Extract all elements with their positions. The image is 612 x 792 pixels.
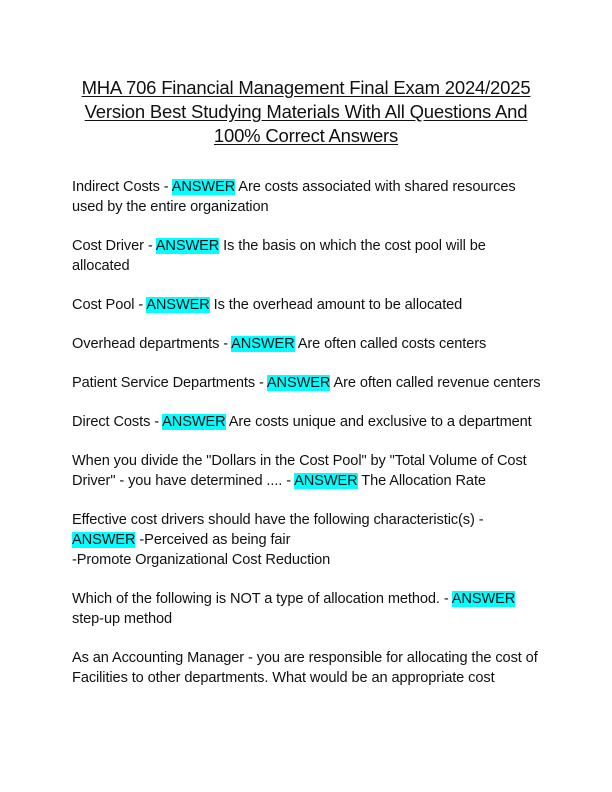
answer-text: Are often called revenue centers (330, 375, 541, 391)
qa-item-accounting-manager (72, 648, 544, 688)
question-text: Cost Pool - (72, 297, 147, 313)
question-text: Patient Service Departments - (72, 375, 267, 391)
qa-item-overhead-departments (72, 334, 544, 354)
answer-highlight: ANSWER (155, 238, 220, 254)
answer-highlight: ANSWER (162, 414, 226, 430)
question-text: Direct Costs - (72, 414, 163, 430)
answer-text: Are costs associated with shared resources used by the entire organization (72, 179, 516, 215)
answer-highlight: ANSWER (72, 532, 136, 548)
answer-highlight: ANSWER (171, 179, 236, 195)
answer-highlight: ANSWER (231, 336, 295, 352)
question-text: As an Accounting Manager - you are responsible for allocating the cost of Facilities to other departments. What would be an appropriate cost (72, 650, 538, 686)
qa-item-cost-pool (72, 295, 544, 315)
question-text: Indirect Costs - (72, 179, 172, 195)
answer-text: The Allocation Rate (357, 473, 486, 489)
answer-text: Are often called costs centers (294, 336, 487, 352)
question-text: Overhead departments - (72, 336, 232, 352)
document-title: MHA 706 Financial Management Final Exam 2024/2025 Version Best Studying Materials With All Questions And 100% Correct Answers (81, 77, 531, 146)
question-text: When you divide the "Dollars in the Cost Pool" by "Total Volume of Cost Driver" - you have determined .... - (72, 453, 527, 489)
question-text: Which of the following is NOT a type of allocation method. - (72, 591, 452, 607)
qa-item-indirect-costs (72, 177, 544, 217)
question-text: Cost Driver - (72, 238, 156, 254)
question-text: Effective cost drivers should have the following characteristic(s) - (72, 512, 484, 528)
answer-highlight: ANSWER (451, 591, 516, 607)
answer-text: Are costs unique and exclusive to a department (225, 414, 532, 430)
qa-item-allocation-method (72, 589, 544, 629)
answer-text: step-up method (72, 611, 173, 627)
qa-item-direct-costs (72, 412, 544, 432)
answer-highlight: ANSWER (266, 375, 331, 391)
qa-item-patient-service-departments (72, 373, 544, 393)
qa-item-cost-driver (72, 236, 544, 276)
answer-extra-line: -Promote Organizational Cost Reduction (72, 552, 331, 568)
answer-text: Is the basis on which the cost pool will be allocated (72, 238, 486, 274)
answer-text: -Perceived as being fair (135, 532, 291, 548)
answer-highlight: ANSWER (294, 473, 358, 489)
answer-highlight: ANSWER (146, 297, 210, 313)
qa-list (72, 177, 544, 707)
qa-item-allocation-rate (72, 451, 544, 491)
answer-text: Is the overhead amount to be allocated (209, 297, 463, 313)
qa-item-effective-cost-drivers (72, 510, 544, 570)
